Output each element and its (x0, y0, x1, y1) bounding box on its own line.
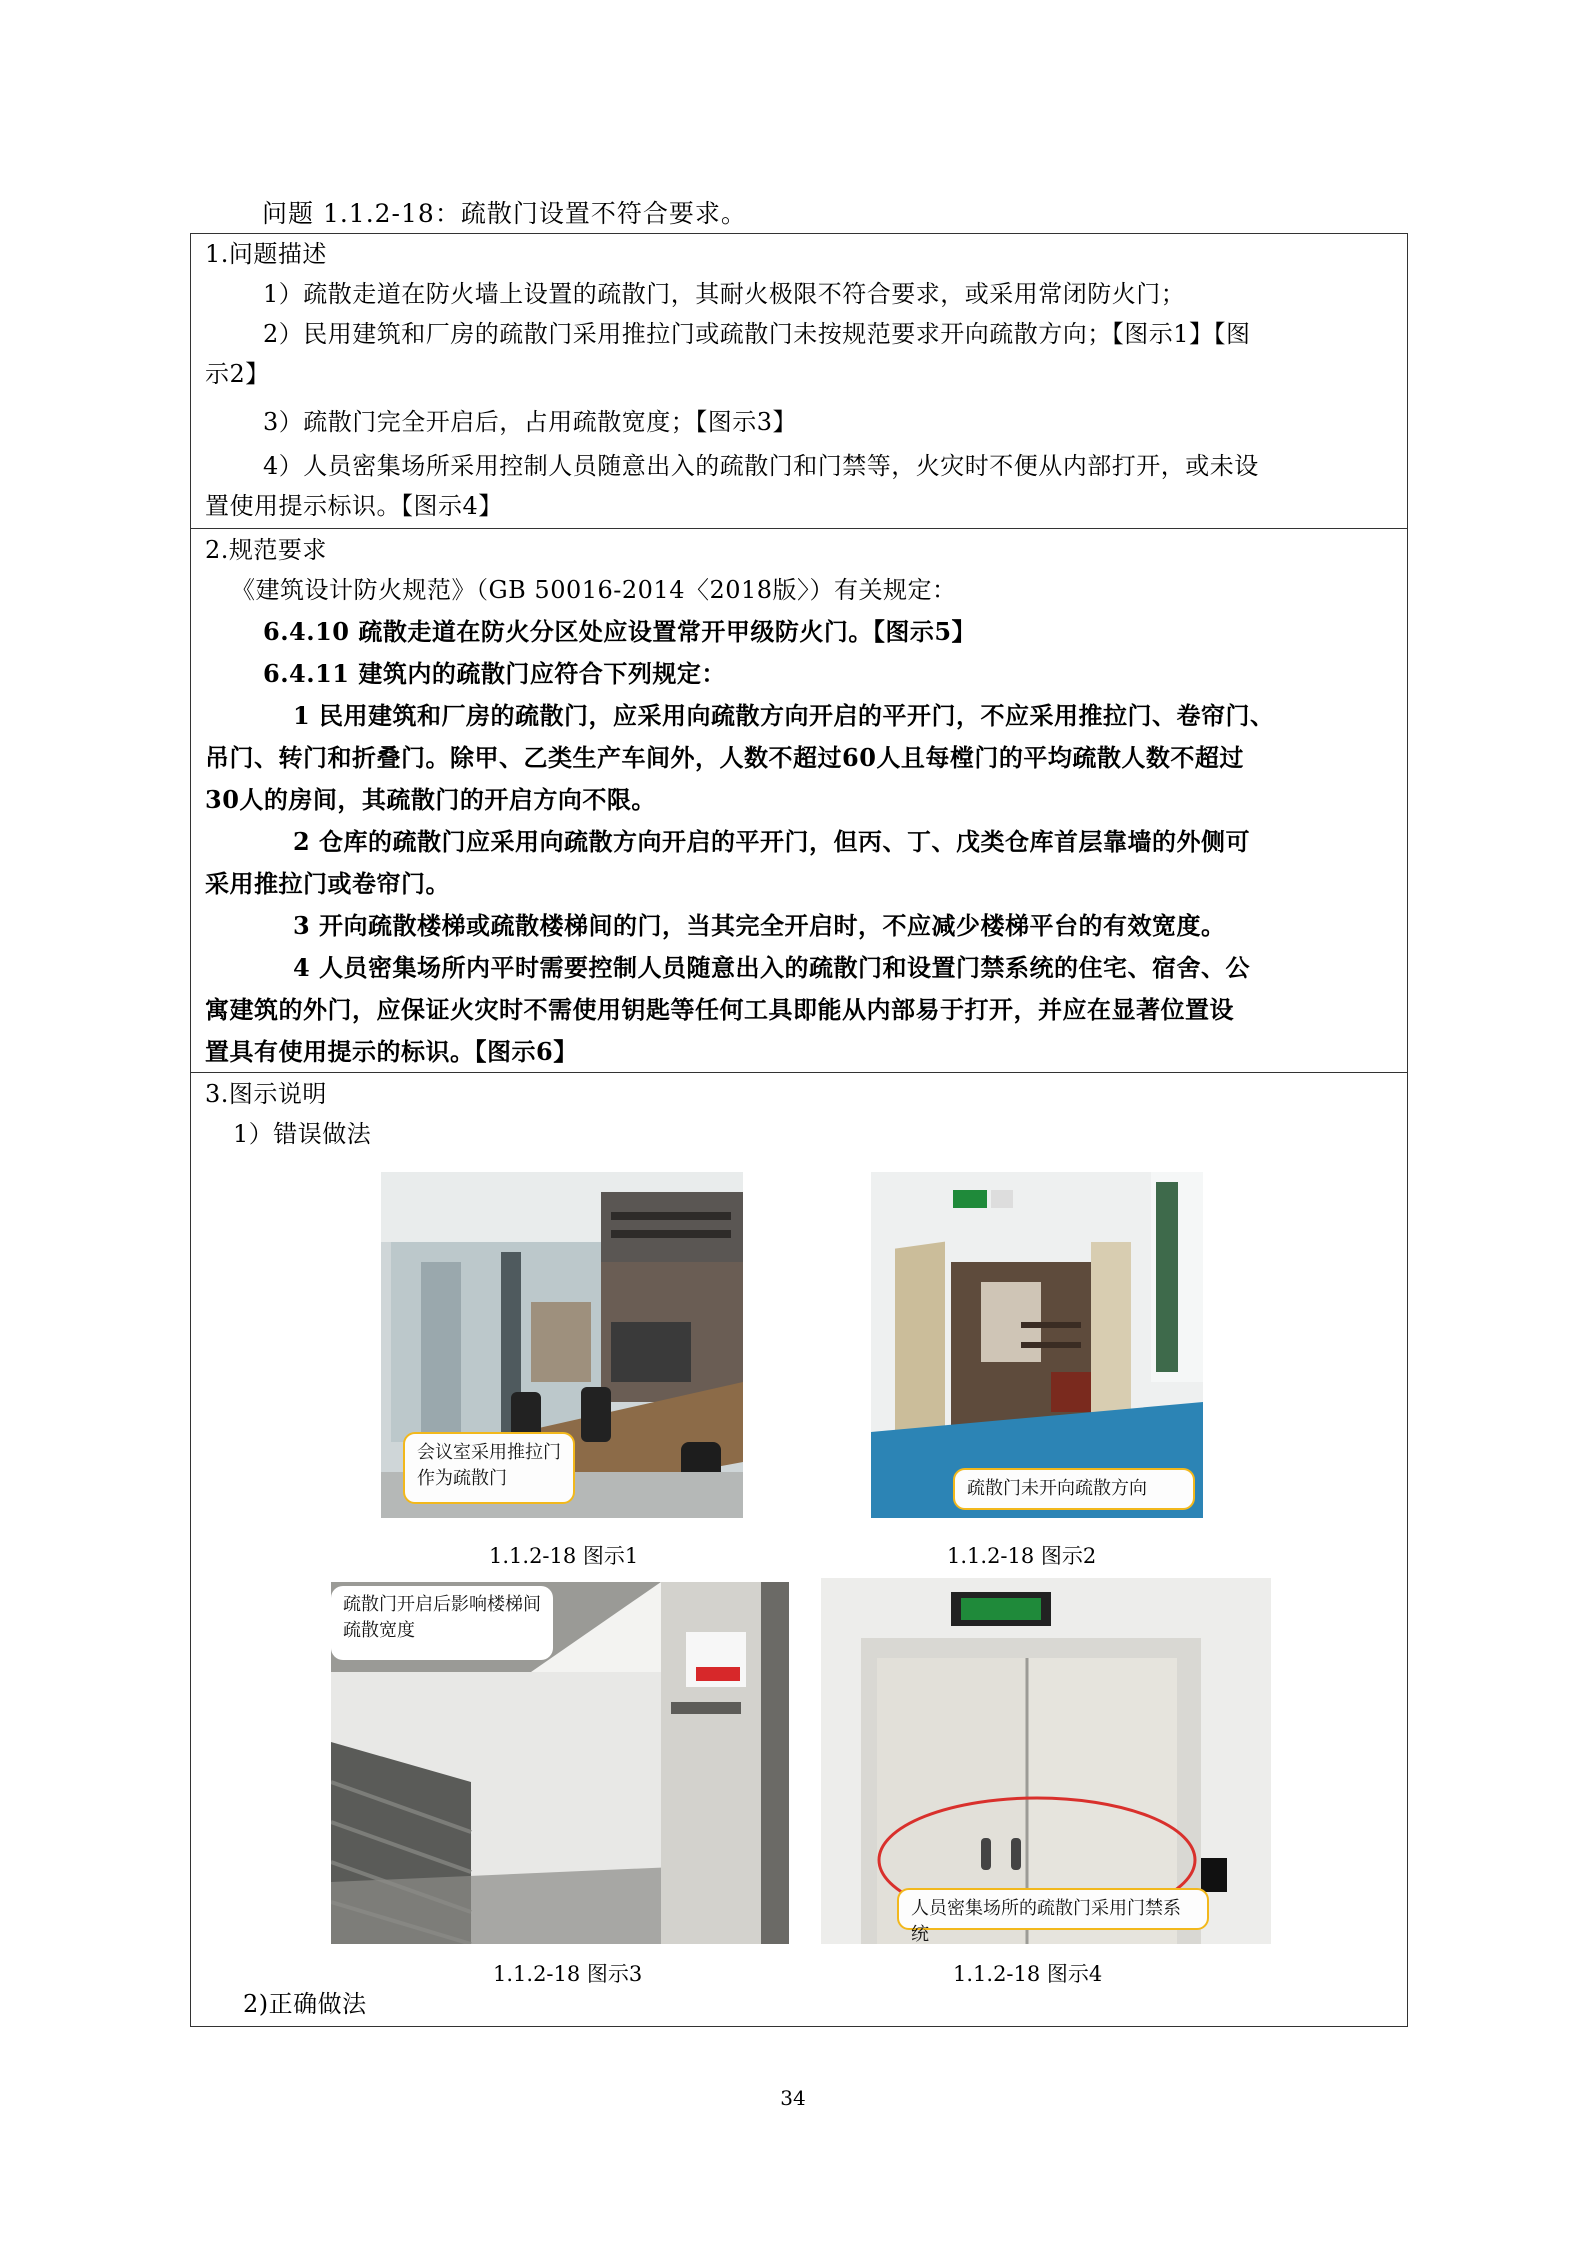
clause-item: 1 民用建筑和厂房的疏散门，应采用向疏散方向开启的平开门，不应采用推拉门、卷帘门、 (293, 701, 1275, 730)
clause-6-4-10: 6.4.10 疏散走道在防火分区处应设置常开甲级防火门。【图示5】 (263, 617, 977, 646)
row-divider (191, 528, 1407, 529)
figure3-callout: 疏散门开启后影响楼梯间疏散宽度 (331, 1586, 553, 1660)
section3-heading: 3.图示说明 (205, 1080, 327, 1108)
section1-line: 置使用提示标识。【图示4】 (205, 492, 503, 520)
figure2-photo (871, 1172, 1203, 1518)
section1-heading: 1.问题描述 (205, 240, 327, 268)
figure3-caption: 1.1.2-18 图示3 (493, 1962, 643, 1986)
section1-line: 4）人员密集场所采用控制人员随意出入的疏散门和门禁等，火灾时不便从内部打开，或未设 (263, 452, 1259, 480)
section1-line: 3）疏散门完全开启后，占用疏散宽度；【图示3】 (263, 408, 798, 436)
clause-item: 3 开向疏散楼梯或疏散楼梯间的门，当其完全开启时，不应减少楼梯平台的有效宽度。 (293, 911, 1226, 940)
section2-heading: 2.规范要求 (205, 536, 327, 564)
clause-6-4-11: 6.4.11 建筑内的疏散门应符合下列规定： (263, 659, 726, 688)
figure1-caption: 1.1.2-18 图示1 (489, 1544, 639, 1568)
section1-line: 示2】 (205, 360, 270, 388)
clause-item: 置具有使用提示的标识。【图示6】 (205, 1037, 578, 1066)
figure2-callout: 疏散门未开向疏散方向 (953, 1468, 1195, 1510)
figure4-callout: 人员密集场所的疏散门采用门禁系统 (897, 1888, 1209, 1930)
issue-table (190, 233, 1408, 2027)
clause-item: 采用推拉门或卷帘门。 (205, 869, 450, 898)
correct-practice-label: 2)正确做法 (243, 1990, 367, 2018)
page-number: 34 (780, 2086, 806, 2110)
standard-intro: 《建筑设计防火规范》（GB 50016-2014〈2018版〉）有关规定： (231, 576, 957, 604)
figure1-callout: 会议室采用推拉门作为疏散门 (403, 1432, 575, 1504)
row-divider (191, 1072, 1407, 1073)
section1-line: 1）疏散走道在防火墙上设置的疏散门，其耐火极限不符合要求，或采用常闭防火门； (263, 280, 1186, 308)
clause-item: 4 人员密集场所内平时需要控制人员随意出入的疏散门和设置门禁系统的住宅、宿舍、公 (293, 953, 1251, 982)
figure2-caption: 1.1.2-18 图示2 (947, 1544, 1097, 1568)
figure4-caption: 1.1.2-18 图示4 (953, 1962, 1103, 1986)
issue-title: 问题 1.1.2-18：疏散门设置不符合要求。 (262, 199, 747, 228)
clause-item: 30人的房间，其疏散门的开启方向不限。 (205, 785, 656, 814)
clause-item: 2 仓库的疏散门应采用向疏散方向开启的平开门，但丙、丁、戊类仓库首层靠墙的外侧可 (293, 827, 1251, 856)
section1-line: 2）民用建筑和厂房的疏散门采用推拉门或疏散门未按规范要求开向疏散方向；【图示1】【图 (263, 320, 1251, 348)
clause-item: 寓建筑的外门，应保证火灾时不需使用钥匙等任何工具即能从内部易于打开，并应在显著位置设 (205, 995, 1234, 1024)
wrong-practice-label: 1）错误做法 (233, 1120, 372, 1148)
clause-item: 吊门、转门和折叠门。除甲、乙类生产车间外，人数不超过60人且每樘门的平均疏散人数不超过 (205, 743, 1244, 772)
